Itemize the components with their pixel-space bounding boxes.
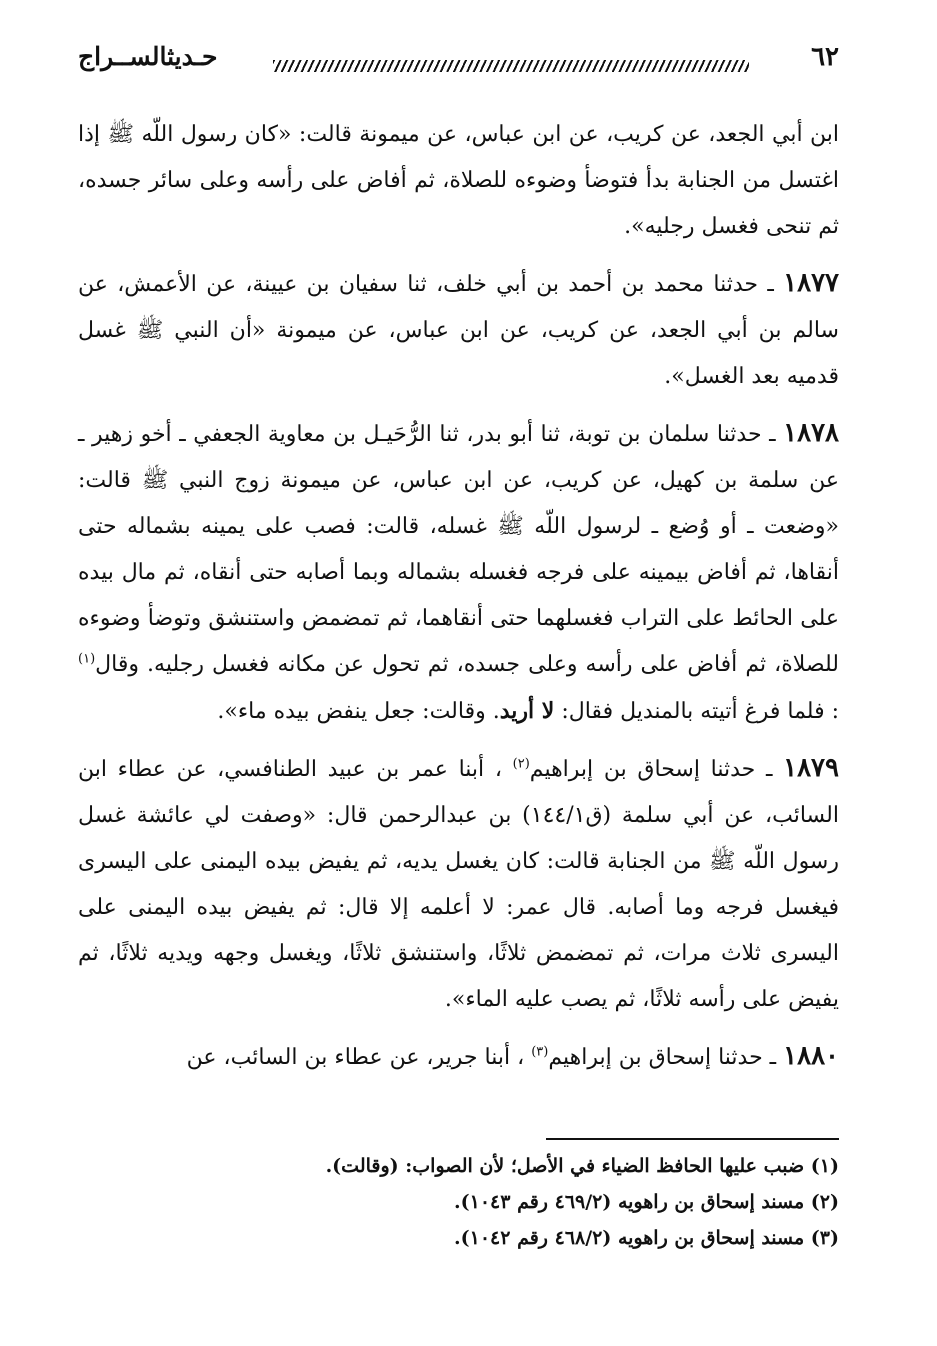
- footnote-2: (٢) مسند إسحاق بن راهويه (٤٦٩/٢ رقم ١٠٤٣).: [454, 1191, 839, 1213]
- footnote-divider: [546, 1138, 839, 1140]
- paragraph-text: ، أبنا عمر بن عبيد الطنافسي، عن عطاء ابن السائب، عن أبي سلمة (ق١٤٤/١) بن عبدالرحمن قال: «وصفت لي عائشة غسل رسول اللّه ﷺ من الجنابة قالت: كان يغسل يديه، ثم يفيض بيده اليمنى على اليسرى فيغسل فرجه وما أصابه. قال عمر: لا أعلمه إلا قال: ثم يفيض بيده اليمنى على اليسرى ثلاث مرات، ثم تمضمض ثلاثًا، واستنشق ثلاثًا، ويغسل وجهه ويديه ثلاثًا، ثم يفيض على رأسه ثلاثًا، ثم يصب عليه الماء».: [78, 757, 839, 1012]
- paragraph-text: ، أبنا جرير، عن عطاء بن السائب، عن: [186, 1045, 532, 1070]
- hadith-1880: [78, 1033, 839, 1081]
- hadith-number: ١٨٧٧: [783, 268, 839, 298]
- hadith-number: ١٨٧٨: [783, 418, 839, 448]
- hadith-1879: [78, 745, 839, 1023]
- paragraph-text: ابن أبي الجعد، عن كريب، عن ابن عباس، عن ميمونة قالت: «كان رسول اللّه ﷺ إذا اغتسل من الجنابة بدأ فتوضأ وضوءه للصلاة، ثم أفاض على رأسه وعلى سائر جسده، ثم تنحى فغسل رجليه».: [78, 122, 839, 239]
- paragraph-text: ـ حدثنا محمد بن أحمد بن أبي خلف، ثنا سفيان بن عيينة، عن الأعمش، عن سالم بن أبي الجعد، عن كريب، عن ابن عباس، عن ميمونة «أن النبي ﷺ غسل قدميه بعد الغسل».: [78, 272, 839, 389]
- footnote-3: (٣) مسند إسحاق بن راهويه (٤٦٨/٢ رقم ١٠٤٢).: [454, 1227, 839, 1249]
- paragraph-continuation: [78, 112, 839, 250]
- page-header: [78, 40, 839, 84]
- page-body: [78, 112, 839, 1091]
- footnote-1: (١) ضبب عليها الحافظ الضياء في الأصل؛ لأن الصواب: (وقالت).: [325, 1155, 839, 1177]
- footnotes: [78, 1148, 839, 1256]
- footnote-ref: (١): [78, 651, 96, 667]
- page-number: ٦٢: [811, 42, 839, 72]
- paragraph-text: . وقالت: جعل ينفض بيده ماء».: [217, 699, 500, 724]
- hadith-1878: [78, 410, 839, 735]
- hadith-number: ١٨٨٠: [783, 1041, 839, 1071]
- book-title: حـديثالســراج: [78, 42, 218, 71]
- bold-quote: لا أريد: [499, 698, 555, 724]
- paragraph-text: : فلما فرغ أتيته بالمنديل فقال:: [554, 699, 839, 724]
- paragraph-text: ـ حدثنا إسحاق بن إبراهيم: [548, 1045, 777, 1070]
- footnote-ref: (٣): [531, 1044, 549, 1060]
- paragraph-text: ـ حدثنا إسحاق بن إبراهيم: [529, 757, 773, 782]
- header-rule: [273, 60, 749, 72]
- hadith-number: ١٨٧٩: [783, 753, 839, 783]
- footnote-ref: (٢): [512, 756, 530, 772]
- paragraph-text: ـ حدثنا سلمان بن توبة، ثنا أبو بدر، ثنا الرُّحَيـل بن معاوية الجعفي ـ أخو زهير ـ عن سلمة بن كهيل، عن كريب، عن ابن عباس، عن ميمونة زوج النبي ﷺ قالت: «وضعت ـ أو وُضع ـ لرسول اللّه ﷺ غسله، قالت: فصب على يمينه بشماله حتى أنقاها، ثم أفاض بيمينه على فرجه فغسله بشماله وبما أصابه حتى أنقاه، ثم مال بيده على الحائط على التراب فغسلهما حتى أنقاهما، ثم تمضمض واستنشق وتوضأ وضوءه للصلاة، ثم أفاض على رأسه وعلى جسده، ثم تحول عن مكانه فغسل رجليه. وقال: [78, 422, 839, 677]
- hadith-1877: [78, 260, 839, 400]
